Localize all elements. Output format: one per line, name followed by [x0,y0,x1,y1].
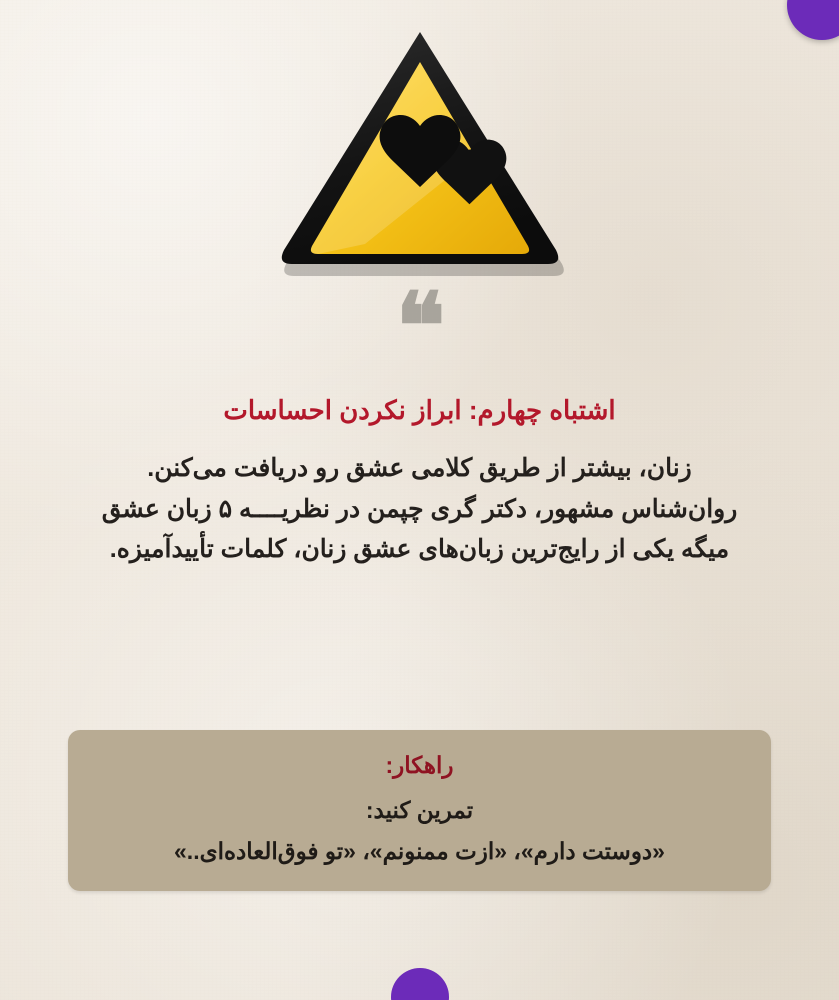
quote-glyph-icon: ❝ [395,276,444,378]
solution-box [68,730,771,891]
body-line-3: میگه یکی از رایج‌ترین زبان‌های عشق زنان، کلمات تأییدآمیزه. [109,535,730,564]
solution-line: تمرین کنید: [365,797,474,823]
warning-triangle-hearts-icon [270,18,570,278]
body-line-1: زنان، بیشتر از طریق کلامی عشق رو دریافت می‌کنن. [147,454,692,483]
body-line-2: روان‌شناس مشهور، دکتر گری چپمن در نظریــــه ۵ زبان عشق [101,494,738,523]
bottom-purple-badge-icon [391,968,449,1000]
warning-sign-container [0,18,839,278]
solution-examples: «دوستت دارم»، «ازت ممنونم»، «تو فوق‌العاده‌ای..» [174,838,665,864]
body-text [70,448,770,570]
headline: اشتباه چهارم: ابراز نکردن احساسات [223,395,616,426]
solution-title: راهکار: [385,752,454,778]
